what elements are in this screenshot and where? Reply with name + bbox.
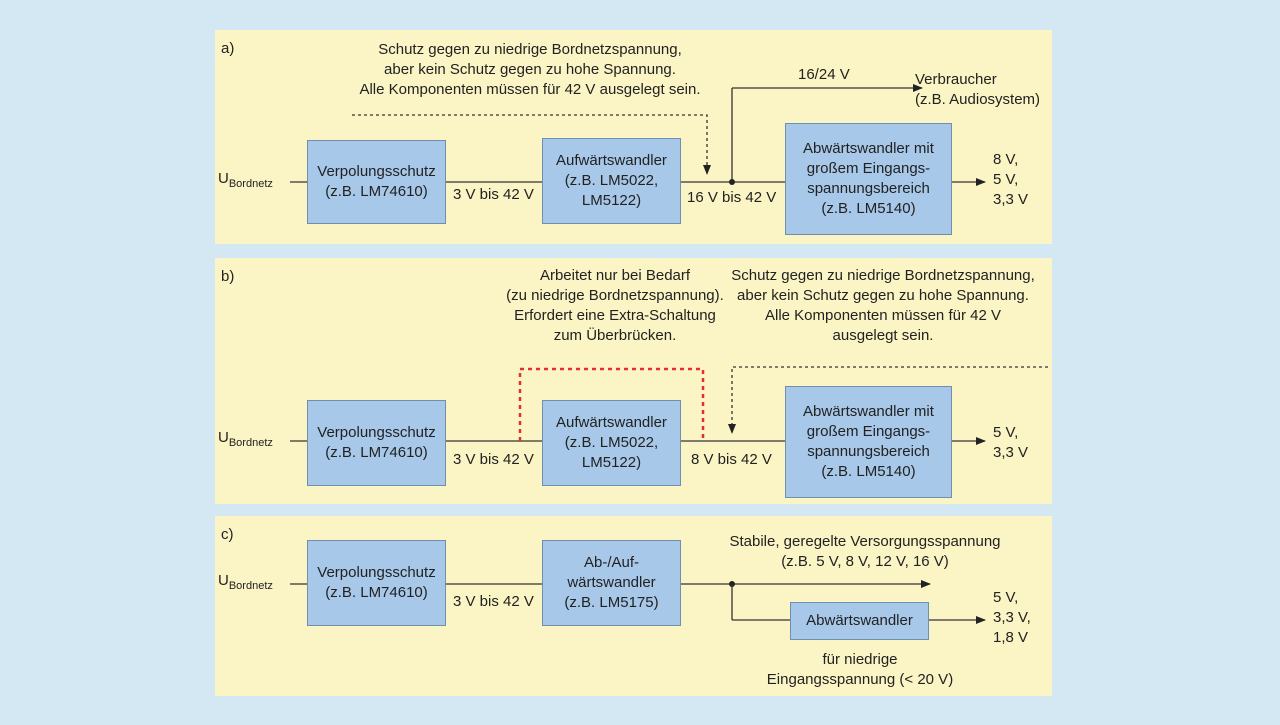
panel-c-label: c) — [221, 526, 234, 543]
panel-b-boost-converter-block: Aufwärtswandler (z.B. LM5022, LM5122) — [542, 400, 681, 486]
panel-c-buck-converter-block: Abwärtswandler — [790, 602, 929, 640]
panel-b-buck-converter-block: Abwärtswandler mit großem Eingangs- spannungsbereich (z.B. LM5140) — [785, 386, 952, 498]
panel-c-stable-voltage-note: Stabile, geregelte Versorgungsspannung (z.B. 5 V, 8 V, 12 V, 16 V) — [729, 533, 1001, 570]
panel-a-branch-voltage: 16/24 V — [798, 66, 850, 83]
panel-a-outputs: 8 V, 5 V, 3,3 V — [993, 151, 1029, 208]
panel-b-reverse-protection-block: Verpolungsschutz (z.B. LM74610) — [307, 400, 446, 486]
panel-a-buck-converter-block: Abwärtswandler mit großem Eingangs- spannungsbereich (z.B. LM5140) — [785, 123, 952, 235]
panel-b-protection-note: Schutz gegen zu niedrige Bordnetzspannung, aber kein Schutz gegen zu hohe Spannung. Alle Komponenten müssen für 42 V ausgelegt sein. — [731, 267, 1035, 344]
panel-b-voltage-input: 3 V bis 42 V — [453, 451, 534, 468]
panel-a-voltage-input: 3 V bis 42 V — [453, 186, 534, 203]
panel-a-boost-converter-block: Aufwärtswandler (z.B. LM5022, LM5122) — [542, 138, 681, 224]
panel-b — [215, 258, 1052, 504]
panel-a-ubordnetz: $U_{Bordnetz}$ — [218, 170, 273, 190]
panel-a — [215, 30, 1052, 244]
panel-c-voltage-input: 3 V bis 42 V — [453, 593, 534, 610]
panel-a-label: a) — [221, 40, 235, 57]
panel-b-label: b) — [221, 268, 235, 285]
panel-b-outputs: 5 V, 3,3 V — [993, 424, 1029, 461]
panel-b-voltage-mid: 8 V bis 42 V — [691, 451, 772, 468]
panel-c-ubordnetz: $U_{Bordnetz}$ — [218, 572, 273, 592]
panel-b-boost-note: Arbeitet nur bei Bedarf (zu niedrige Bordnetzspannung). Erfordert eine Extra-Schaltung zum Überbrücken. — [506, 267, 724, 344]
panel-c-reverse-protection-block: Verpolungsschutz (z.B. LM74610) — [307, 540, 446, 626]
panel-a-voltage-boost: 16 V bis 42 V — [687, 189, 777, 206]
panel-c-outputs: 5 V, 3,3 V, 1,8 V — [993, 589, 1031, 646]
panel-a-reverse-protection-block: Verpolungsschutz (z.B. LM74610) — [307, 140, 446, 224]
panel-a-note: Schutz gegen zu niedrige Bordnetzspannung, aber kein Schutz gegen zu hohe Spannung. Alle Komponenten müssen für 42 V ausgelegt sein. — [359, 41, 701, 98]
panel-c-low-input-note: für niedrige Eingangsspannung (< 20 V) — [766, 651, 954, 688]
panel-a-consumer: Verbraucher (z.B. Audiosystem) — [915, 71, 1041, 108]
panel-c-buck-boost-block: Ab-/Auf- wärtswandler (z.B. LM5175) — [542, 540, 681, 626]
panel-b-ubordnetz: $U_{Bordnetz}$ — [218, 429, 273, 449]
panel-c — [215, 516, 1052, 696]
